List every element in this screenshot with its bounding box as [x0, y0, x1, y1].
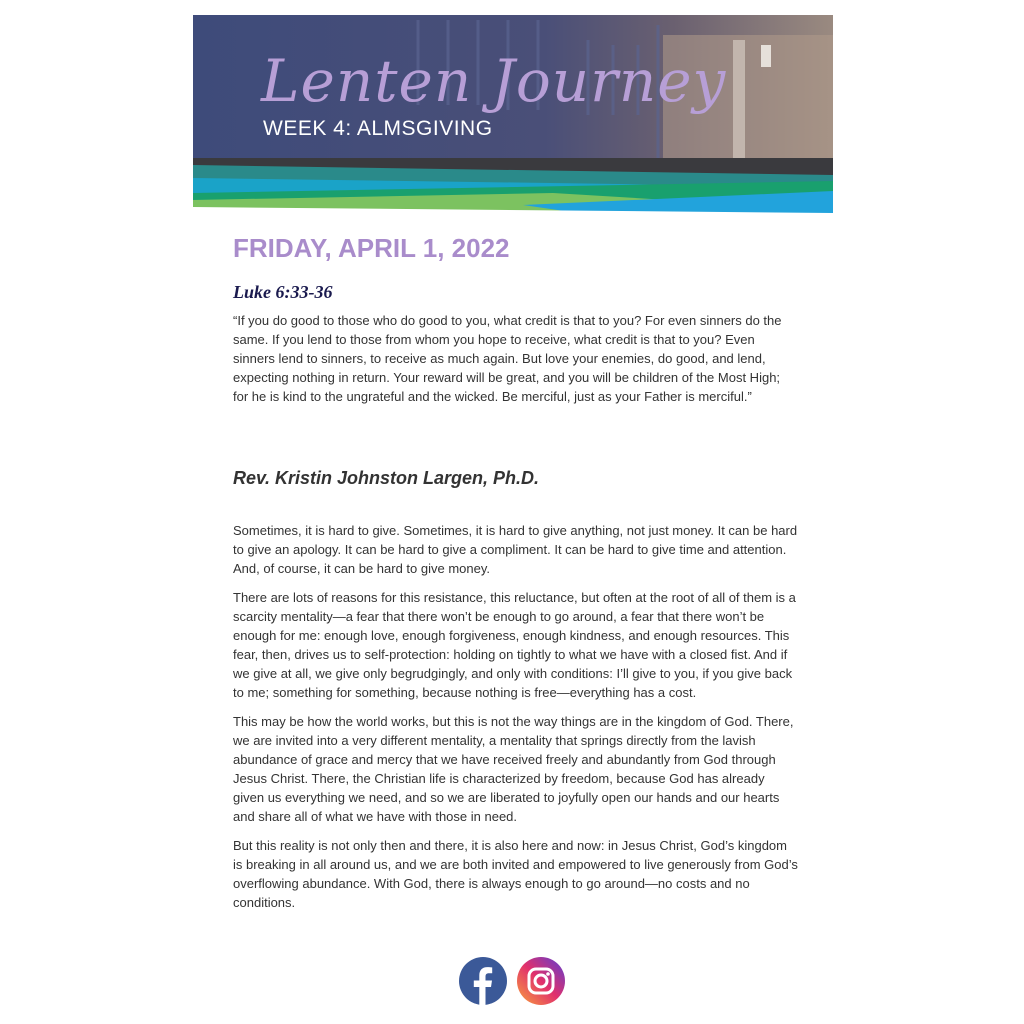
header-banner [193, 15, 833, 218]
instagram-link[interactable] [517, 957, 565, 1005]
instagram-icon [517, 957, 565, 1005]
facebook-link[interactable] [459, 957, 507, 1005]
facebook-icon [459, 957, 507, 1005]
banner-subtitle: WEEK 4: ALMSGIVING [263, 117, 493, 140]
body-paragraph: This may be how the world works, but this is not the way things are in the kingdom of God. There, we are invited into a very different mentality, a mentality that springs directly from the lavish abundance of grace and mercy that we have received freely and abundantly from God through Jesus Christ. There, the Christian life is characterized by freedom, because God has already given us everything we need, and so we are liberated to joyfully open our hands and our hearts and share all of what we have with those in need. [233, 714, 794, 824]
scripture-reference: Luke 6:33-36 [233, 282, 333, 302]
devotion-body [233, 521, 798, 922]
social-links [459, 957, 565, 1005]
body-paragraph: There are lots of reasons for this resistance, this reluctance, but often at the root of all of them is a scarcity mentality—a fear that there won’t be enough to go around, a fear that there won’t be enough for me: enough love, enough forgiveness, enough kindness, and enough resources. This fear, then, drives us to self-protection: holding on tightly to what we have with a closed fist. And if we give at all, we give only begrudgingly, and only with conditions: I’ll give to you, if you give back to me; something for something, because nothing is free—everything has a cost. [233, 590, 796, 700]
devotion-date: FRIDAY, APRIL 1, 2022 [233, 233, 510, 263]
scripture-text: “If you do good to those who do good to you, what credit is that to you? For even sinners do the same. If you lend to those from whom you hope to receive, what credit is that to you? Even sinners lend to sinners, to receive as much again. But love your enemies, do good, and lend, expecting nothing in return. Your reward will be great, and you will be children of the Most High; for he is kind to the ungrateful and the wicked. Be merciful, just as your Father is merciful.” [233, 313, 782, 404]
author-name: Rev. Kristin Johnston Largen, Ph.D. [233, 468, 540, 488]
banner-title: Lenten Journey [261, 47, 727, 115]
body-paragraph: Sometimes, it is hard to give. Sometimes, it is hard to give anything, not just money. It can be hard to give an apology. It can be hard to give a compliment. It can be hard to give time and attention. And, of course, it can be hard to give money. [233, 523, 798, 576]
body-paragraph: But this reality is not only then and there, it is also here and now: in Jesus Christ, God’s kingdom is breaking in all around us, and we are both invited and empowered to live generously from God’s overflowing abundance. With God, there is always enough to go around—no costs and no conditions. [233, 838, 798, 910]
